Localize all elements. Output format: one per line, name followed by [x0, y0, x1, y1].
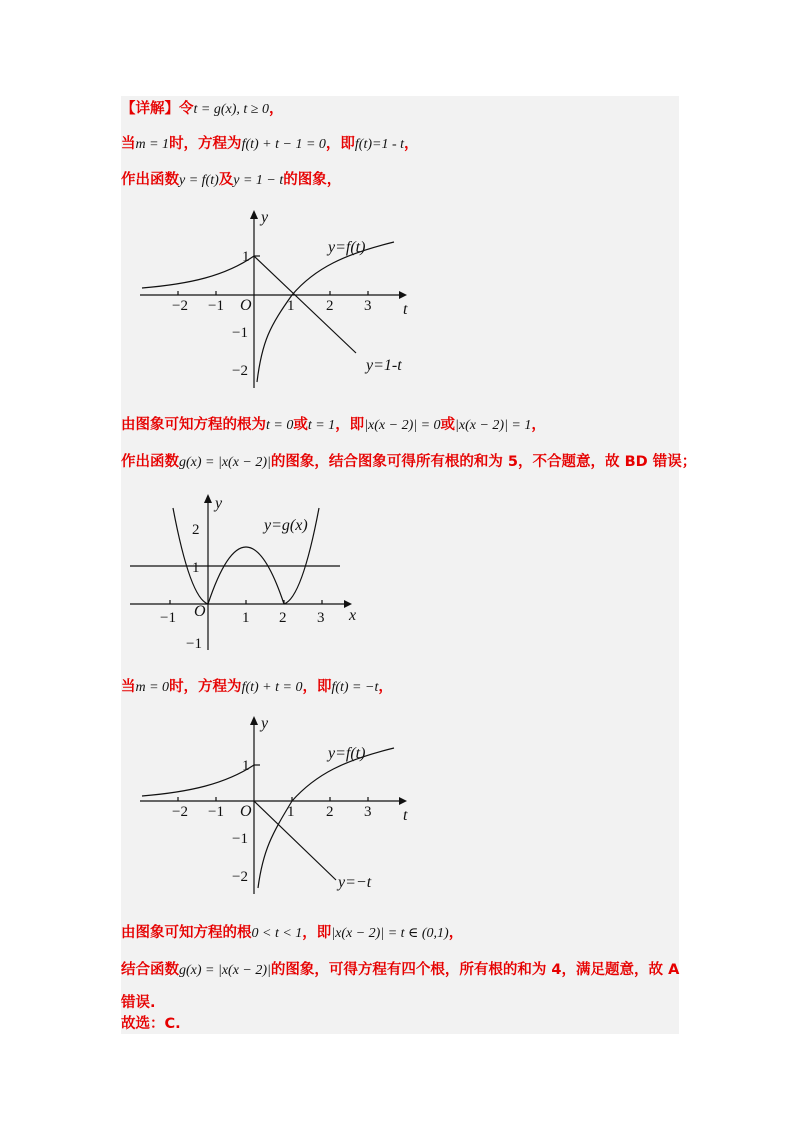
wrong-line [121, 993, 156, 1013]
x-tick-label: 2 [326, 804, 334, 820]
x-tick-label: −2 [172, 298, 188, 314]
math-fragment: t = 0 [266, 418, 294, 433]
curve-label: y=f(t) [328, 745, 366, 762]
case-m0-line [121, 677, 393, 698]
math-fragment: m = 0 [135, 680, 170, 695]
text-fragment: 作出函数 [121, 172, 179, 188]
origin-label: O [240, 297, 252, 314]
text-fragment: 由图象可知方程的根 [121, 925, 252, 941]
text-fragment: 的图象， [283, 172, 342, 188]
answer-line [121, 1014, 181, 1034]
y-axis-label: y [261, 209, 269, 226]
text-fragment: ，即 [325, 136, 355, 152]
x-tick-label: 2 [326, 298, 334, 314]
g-curve-left [173, 508, 208, 604]
text-fragment: ，即 [335, 417, 365, 433]
x-tick-label: 1 [287, 804, 295, 820]
text-fragment: 【详解】令 [121, 101, 194, 117]
math-fragment: t = 1 [307, 418, 336, 433]
y-tick-label: 1 [242, 758, 250, 774]
y-tick-label: −2 [232, 869, 248, 885]
text-fragment: 或 [440, 417, 456, 433]
x-tick-label: −1 [208, 298, 224, 314]
math-fragment: f(t) [354, 137, 373, 152]
math-fragment: f(t) + t = 0 [241, 680, 303, 695]
y-axis-label: y [261, 715, 269, 732]
f-curve-left [142, 765, 254, 796]
case-m1-line [121, 134, 419, 155]
curve-label: y=g(x) [264, 517, 308, 534]
text-fragment: ， [378, 679, 393, 695]
text-fragment: 故选：C. [121, 1016, 181, 1032]
text-fragment: ，即 [302, 679, 332, 695]
y-axis-arrow [204, 494, 212, 503]
g-curve-hump [208, 547, 284, 604]
figure-f-and-minus-t [130, 712, 420, 897]
text-fragment: ， [448, 925, 464, 941]
line-label: y=−t [338, 874, 372, 891]
text-fragment: 及 [218, 172, 234, 188]
solution-intro-line [121, 99, 283, 120]
line-1-minus-t [254, 256, 356, 353]
t-axis-label: t [403, 807, 408, 824]
x-tick-label: 3 [317, 610, 325, 626]
text-fragment: ，即 [302, 925, 332, 941]
y-axis-arrow [250, 210, 258, 219]
y-tick-label: 1 [242, 249, 250, 265]
x-tick-label: −1 [160, 610, 176, 626]
math-fragment: y = 1 − t [233, 173, 284, 188]
text-fragment: 错误. [121, 995, 156, 1011]
math-fragment: = [372, 137, 382, 152]
figure-g-of-x [128, 490, 363, 655]
t-axis-arrow [399, 291, 407, 299]
x-tick-label: −1 [208, 804, 224, 820]
f-curve-left [142, 256, 254, 288]
x-tick-label: 1 [287, 298, 295, 314]
text-fragment: 的图象，可得方程有四个根，所有根的和为 4，满足题意，故 A [270, 962, 680, 978]
text-fragment: ， [268, 101, 284, 117]
x-tick-label: 1 [242, 610, 250, 626]
math-fragment: t = g(x), t ≥ 0 [193, 102, 269, 117]
y-tick-label: −2 [232, 363, 248, 379]
text-fragment: 时，方程为 [169, 679, 242, 695]
line-minus-t [254, 801, 336, 880]
t-axis-label: t [403, 301, 408, 318]
curve-label: y=f(t) [328, 239, 366, 256]
x-tick-label: −2 [172, 804, 188, 820]
math-fragment: y = f(t) [179, 173, 219, 188]
y-axis-arrow [250, 716, 258, 725]
math-fragment: m = 1 [135, 137, 170, 152]
text-fragment: 或 [293, 417, 308, 433]
math-fragment: 0 < t < 1 [251, 926, 303, 941]
math-fragment: |x(x − 2)| = 0 [364, 418, 441, 433]
y-tick-label: 1 [192, 560, 200, 576]
roots-range-line [121, 923, 463, 944]
math-fragment: 1 - t [381, 137, 405, 152]
figure-f-and-1-minus-t [130, 206, 420, 391]
math-fragment: |x(x − 2)| = 1 [455, 418, 532, 433]
y-tick-label: −1 [186, 636, 202, 652]
line-label: y=1-t [366, 357, 402, 374]
text-fragment: 结合函数 [121, 962, 179, 978]
text-fragment: 由图象可知方程的根为 [121, 417, 266, 433]
math-fragment: |x(x − 2)| = t ∈ (0,1) [331, 926, 449, 941]
y-tick-label: 2 [192, 522, 200, 538]
text-fragment: 当 [121, 679, 136, 695]
math-fragment: g(x) = |x(x − 2)| [179, 963, 271, 978]
x-tick-label: 2 [279, 610, 287, 626]
y-tick-label: −1 [232, 831, 248, 847]
plot-instruction-line [121, 170, 341, 191]
math-fragment: f(t) + t − 1 = 0 [241, 137, 326, 152]
g-plot-conclusion-line [121, 452, 696, 473]
text-fragment: 作出函数 [121, 454, 179, 470]
text-fragment: 当 [121, 136, 136, 152]
y-tick-label: −1 [232, 325, 248, 341]
x-axis-label: x [349, 607, 357, 624]
x-tick-label: 3 [364, 298, 372, 314]
math-fragment: g(x) = |x(x − 2)| [179, 455, 271, 470]
t-axis-arrow [399, 797, 407, 805]
origin-label: O [194, 603, 206, 620]
math-fragment: f(t) = −t [331, 680, 379, 695]
roots-conclusion-line [121, 415, 546, 436]
text-fragment: 的图象，结合图象可得所有根的和为 5，不合题意，故 BD 错误； [270, 454, 697, 470]
text-fragment: ， [531, 417, 546, 433]
four-roots-line [121, 960, 679, 981]
text-fragment: ， [404, 136, 419, 152]
y-axis-label: y [215, 495, 223, 512]
x-tick-label: 3 [364, 804, 372, 820]
text-fragment: 时，方程为 [169, 136, 242, 152]
origin-label: O [240, 803, 252, 820]
